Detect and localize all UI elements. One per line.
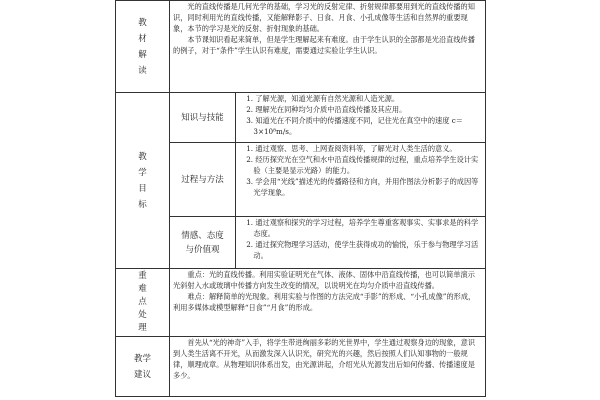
goals-knowledge-row (116, 93, 486, 143)
keypoints-paragraph: 难点：解释简单的光现象。利用实验与作图的方法完成“手影”的形成、“小孔成像”的形成，利用多媒体或模型解释“日食”“月食”的形成。 (173, 292, 476, 312)
process-item: 3. 学会用“光线”描述光的传播路径和方向，并用作图法分析影子的成因等光学现象。 (246, 177, 479, 197)
knowledge-item: 3. 知道光在不同介质中的传播速度不同，记住光在真空中的速度 c＝3×10⁸m/s。 (246, 116, 463, 136)
suggestions-paragraph: 首先从“光的神奇”入手，将学生带进绚丽多彩的光世界中，学生通过观察身边的现象，意识到人类生活离不开光，从而激发深入认识光，研究光的兴趣，然后按照人们认知事物的一般规律，顺理成章。从物理知识体系出发，由光源讲起，介绍光从光源发出后如何传播、传播速度是多少。 (173, 338, 476, 380)
suggestions-header: 教学 建议 (116, 337, 170, 397)
materials-header: 教 材 解 读 (116, 1, 170, 93)
knowledge-label: 知识与技能 (170, 93, 236, 143)
materials-paragraph: 本节课知识看起来简单，但是学生理解起来有难度。由于学生认识的全部都是光沿直线传播的例子，对于“条件”学生认识有难度，需要通过实验让学生认识。 (173, 35, 475, 55)
attitude-label (170, 217, 236, 269)
goals-process-row (116, 143, 486, 217)
suggestions-content (170, 337, 486, 397)
process-item: 2. 经历探究光在空气和水中沿直线传播规律的过程，重点培养学生设计实验（主要是显示光路）的能力。 (246, 155, 479, 175)
process-label: 过程与方法 (170, 143, 236, 217)
lesson-plan-document (115, 0, 485, 400)
suggestions-row (116, 337, 486, 397)
keypoints-content (170, 269, 486, 337)
attitude-content (236, 217, 486, 269)
attitude-item: 1. 通过观察和探究的学习过程，培养学生尊重客观事实、实事求是的科学态度。 (246, 218, 479, 238)
goals-header: 教 学 目 标 (116, 93, 170, 269)
keypoints-paragraph: 重点：光的直线传播。利用实验证明光在气体、液体、固体中沿直线传播，也可以简单演示光斜射入水或玻璃中传播方向发生改变的情况，以说明光在均匀介质中沿直线传播。 (173, 270, 475, 290)
process-content (236, 143, 486, 217)
keypoints-row (116, 269, 486, 337)
keypoints-header: 重 难 点 处 理 (116, 269, 170, 337)
attitude-label-line: 与价值观 (185, 244, 220, 255)
materials-paragraph: 光的直线传播是几何光学的基础，学习光的反射定律、折射规律都要用到光的直线传播的知识，同时利用光的直线传播，又能解释影子、日食、月食、小孔成像等生活和自然界的重要现象，本节的学习是光的反射、折射现象的基础。 (173, 2, 475, 33)
knowledge-content (236, 93, 486, 143)
lesson-plan-table (115, 0, 486, 397)
materials-content (170, 1, 486, 93)
attitude-item: 2. 通过探究物理学习活动，使学生获得成功的愉悦，乐于参与物理学习活动。 (246, 240, 479, 260)
goals-attitude-row (116, 217, 486, 269)
attitude-label-line: 情感、态度 (181, 230, 224, 241)
knowledge-item: 2. 理解光在同种均匀介质中沿直线传播及其应用。 (246, 105, 407, 114)
materials-row (116, 1, 486, 93)
process-item: 1. 通过观察、思考、上网查阅资料等，了解光对人类生活的意义。 (246, 144, 457, 153)
knowledge-item: 1. 了解光源，知道光源有自然光源和人造光源。 (246, 94, 400, 103)
